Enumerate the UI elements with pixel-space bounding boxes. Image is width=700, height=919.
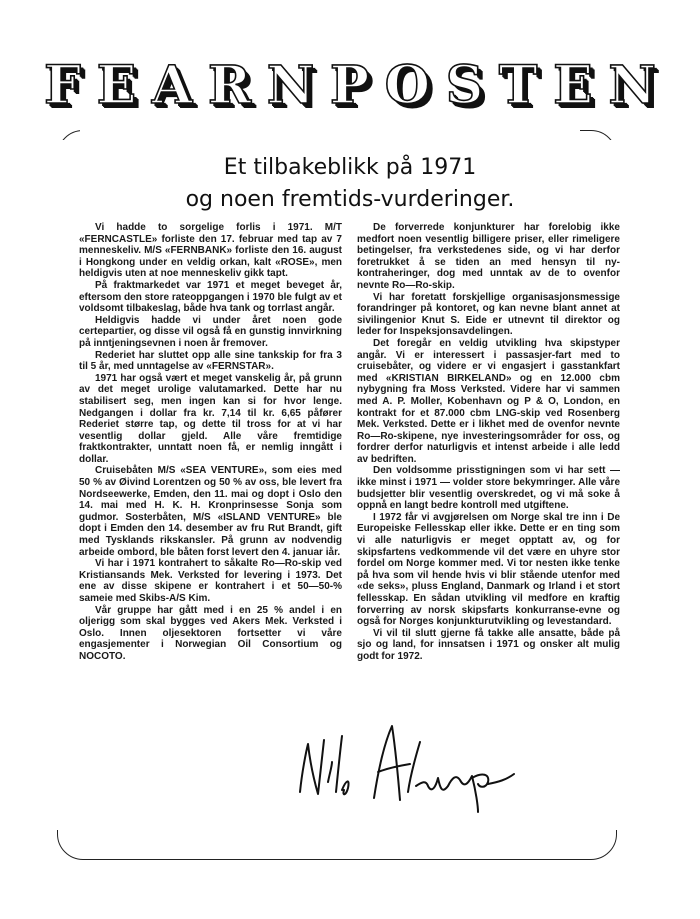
- paragraph: De forverrede konjunkturer har forelobig ikke medfort noen vesentlig billigere priser, eller rimeligere betingelser, fra verkstedenes side, og vi har derfor foretrukket å se tiden an med hensyn til ny-kontraheringer, dog med unntak av de to ovenfor nevnte Ro—Ro-skip.: [357, 222, 620, 291]
- paragraph: Vi vil til slutt gjerne få takke alle ansatte, både på sjo og land, for innsatsen i 1971 og onsker alt mulig godt for 1972.: [357, 627, 620, 662]
- paragraph: Vi har foretatt forskjellige organisasjonsmessige forandringer på kontoret, og kan nevne blant annet at sivilingenior Knut S. Eide er utnevnt til direktor og leder for Inspeksjonsavdelingen.: [357, 291, 620, 338]
- paragraph: I 1972 får vi avgjørelsen om Norge skal tre inn i De Europeiske Fellesskap eller ikke. Dette er en ting som vi alle naturligvis er meget opptatt av, og for skipsfartens vedkommende vil det være en uhyre stor fordel om Norge kommer med. Vi tor nesten ikke tenke på hva som vil hende hvis vi blir stående utenfor med «de seks», pluss England, Danmark og Irland i et stort fellesskap. En sådan utvikling vil medfore en kraftig forverring av norsk skipsfarts konkurranse-evne og også for Norges konjunkturutvikling og levestandard.: [357, 511, 620, 628]
- masthead-letter: N: [266, 55, 315, 116]
- right-column: [357, 222, 620, 663]
- paragraph: Vår gruppe har gått med i en 25 % andel i en oljerigg som skal bygges ved Akers Mek. Verksted i Oslo. Innen oljesektoren fortsetter vi våre engasjementer i Norwegian Oil Consortium og NOCOTO.: [79, 604, 342, 662]
- heading-line-1: Et tilbakeblikk på 1971: [223, 155, 477, 180]
- frame-mask-top: [80, 120, 580, 140]
- paragraph: Den voldsomme prisstigningen som vi har sett — ikke minst i 1971 — volder store bekymringer. Alle våre budsjetter blir vesentlig overskredet, og vi må soke å oppnå en langt bedre kontroll med utgiftene.: [357, 465, 620, 512]
- paragraph: Vi har i 1971 kontrahert to såkalte Ro—Ro-skip ved Kristiansands Mek. Verksted for levering i 1973. Det ene av disse skipene er kontrahert i et 50—50-% sameie med Skibs-A/S Kim.: [79, 558, 342, 604]
- signature-stroke-ils: [328, 736, 349, 794]
- masthead-letter: F: [44, 55, 81, 116]
- heading-line-2: og noen fremtids-vurderinger.: [185, 187, 515, 212]
- masthead-letter: R: [207, 55, 252, 116]
- masthead: [44, 52, 656, 120]
- masthead-letter: O: [384, 55, 430, 116]
- masthead-letter: N: [608, 55, 656, 116]
- paragraph: 1971 har også vært et meget vanskelig år, på grunn av det meget urolige valutamarked. Dette har nu stabilisert seg, men ingen kan si for hvor lenge. Nedgangen i dollar fra kr. 7,14 til kr. 6,65 påfører Rederiet større tap, og dette til tross for at vi har vesentlig dollar gjeld. Alle våre fremtidige fraktkontrakter, unntatt noen få, er nemlig inngått i dollar.: [79, 372, 342, 465]
- masthead-letter: A: [151, 55, 193, 116]
- article-heading: [120, 152, 580, 216]
- signature-stroke-strup: [408, 742, 514, 812]
- masthead-letter: T: [498, 55, 538, 116]
- paragraph: Vi hadde to sorgelige forlis i 1971. M/T «FERNCASTLE» forliste den 17. februar med tap av 7 menneskeliv. M/S «FERNBANK» forliste den 16. august i Hongkong under en veldig orkan, kalt «ROSE», men heldigvis uten at noe menneskeliv gikk tapt.: [79, 222, 342, 280]
- paragraph: Rederiet har sluttet opp alle sine tankskip for fra 3 til 5 år, med unntagelse av «FERNSTAR».: [79, 349, 342, 373]
- signature-stroke-n: [300, 740, 324, 794]
- signature: [292, 722, 532, 814]
- masthead-letter: E: [553, 55, 593, 116]
- paragraph: Det foregår en veldig utvikling hva skipstyper angår. Vi er interessert i passasjer-fart med to cruisebåter, og videre er vi engasjert i gasstankfart med «KRISTIAN BIRKELAND» og en 12.000 cbm nybygning fra Moss Verksted. Videre har vi sammen med A. P. Moller, Kobenhavn og P & O, London, en kontrakt for et 87.000 cbm LNG-skip ved Rosenberg Mek. Verksted. Dette er i likhet med de ovenfor nevnte Ro—Ro-skipene, nye investeringsområder for oss, og fordrer derfor naturligvis et intenst arbeide i alle ledd av bedriften.: [357, 337, 620, 465]
- paragraph: Cruisebåten M/S «SEA VENTURE», som eies med 50 % av Øivind Lorentzen og 50 % av oss, ble levert fra Nordseewerke, Emden, den 11. mai og dopt i Oslo den 14. mai med H. K. H. Kronprinsesse Sonja som gudmor. Sosterbåten, M/S «ISLAND VENTURE» ble dopt i Emden den 14. desember av fru Rut Brandt, gift med Tysklands rikskansler. På grunn av nodvendig arbeide ombord, ble båten forst levert den 4. januar iår.: [79, 465, 342, 558]
- masthead-letter: E: [96, 55, 137, 116]
- paragraph: På fraktmarkedet var 1971 et meget beveget år, eftersom den store rateoppgangen i 1970 ble fulgt av et voldsomt tilbakeslag, både hva tank og torrlast angår.: [79, 279, 342, 315]
- paragraph: Heldigvis hadde vi under året noen gode certepartier, og disse vil også få en gunstig innvirkning på inntjeningsevnen i noen år fremover.: [79, 314, 342, 349]
- signature-stroke-a: [374, 726, 410, 800]
- masthead-letter: S: [445, 55, 484, 116]
- masthead-letter: P: [329, 55, 369, 116]
- left-column: [79, 222, 342, 663]
